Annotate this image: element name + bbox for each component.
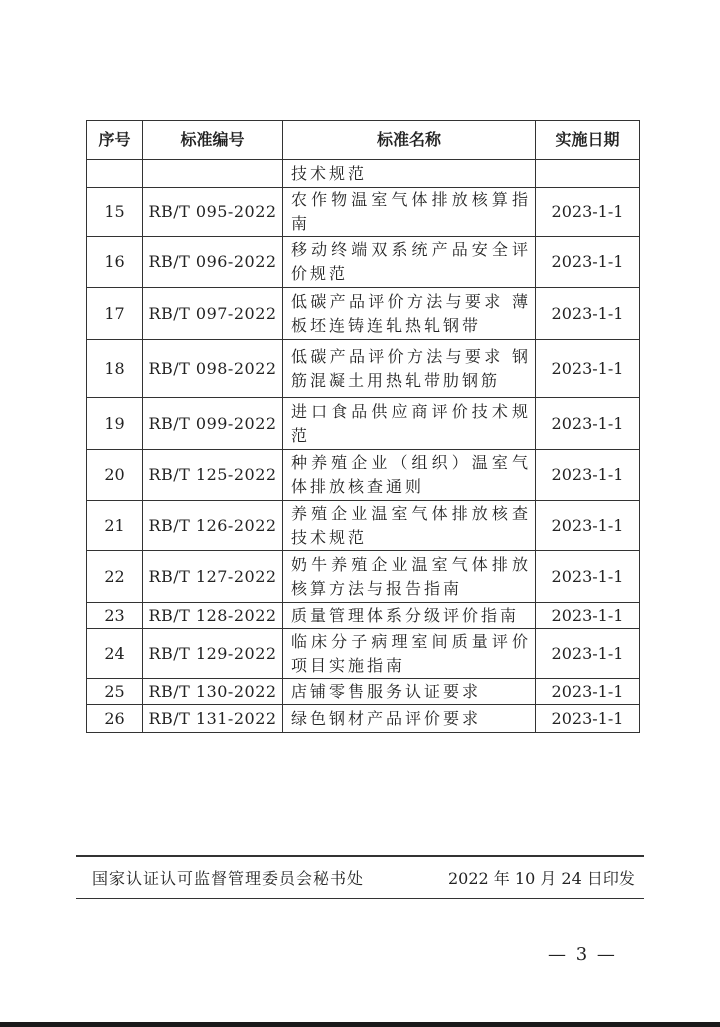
row-seq: 20 — [87, 450, 143, 501]
header-name: 标准名称 — [283, 121, 536, 160]
scan-edge — [0, 1022, 720, 1027]
row-date: 2023-1-1 — [536, 450, 640, 501]
row-date: 2023-1-1 — [536, 551, 640, 603]
row-seq: 17 — [87, 288, 143, 340]
table-row — [87, 450, 640, 501]
row-seq: 15 — [87, 188, 143, 237]
row-seq — [87, 160, 143, 188]
row-code: RB/T 130-2022 — [143, 679, 283, 705]
row-code: RB/T 131-2022 — [143, 705, 283, 733]
row-name: 移动终端双系统产品安全评价规范 — [283, 237, 536, 288]
row-seq: 26 — [87, 705, 143, 733]
standards-table — [86, 120, 640, 733]
table-row — [87, 288, 640, 340]
row-code: RB/T 125-2022 — [143, 450, 283, 501]
row-seq: 16 — [87, 237, 143, 288]
row-date — [536, 160, 640, 188]
row-name: 低碳产品评价方法与要求 钢筋混凝土用热轧带肋钢筋 — [283, 340, 536, 398]
table-row — [87, 603, 640, 629]
row-code: RB/T 127-2022 — [143, 551, 283, 603]
row-code — [143, 160, 283, 188]
row-code: RB/T 095-2022 — [143, 188, 283, 237]
row-name: 农作物温室气体排放核算指南 — [283, 188, 536, 237]
row-name: 养殖企业温室气体排放核查技术规范 — [283, 501, 536, 551]
table-row — [87, 705, 640, 733]
row-code: RB/T 099-2022 — [143, 398, 283, 450]
table-row — [87, 501, 640, 551]
header-seq: 序号 — [87, 121, 143, 160]
table-row — [87, 398, 640, 450]
row-date: 2023-1-1 — [536, 679, 640, 705]
row-code: RB/T 126-2022 — [143, 501, 283, 551]
issue-date-text: 2022 年 10 月 24 日印发 — [448, 869, 635, 888]
row-seq: 19 — [87, 398, 143, 450]
row-name: 店铺零售服务认证要求 — [283, 679, 536, 705]
table-header-row — [87, 121, 640, 160]
table-row — [87, 679, 640, 705]
row-name: 技术规范 — [283, 160, 536, 188]
issuer-text: 国家认证认可监督管理委员会秘书处 — [92, 869, 365, 888]
header-code: 标准编号 — [143, 121, 283, 160]
table-row — [87, 160, 640, 188]
row-name: 进口食品供应商评价技术规范 — [283, 398, 536, 450]
row-name: 种养殖企业（组织）温室气体排放核查通则 — [283, 450, 536, 501]
table-row — [87, 188, 640, 237]
row-name: 奶牛养殖企业温室气体排放核算方法与报告指南 — [283, 551, 536, 603]
row-seq: 23 — [87, 603, 143, 629]
table-row — [87, 551, 640, 603]
row-seq: 21 — [87, 501, 143, 551]
row-date: 2023-1-1 — [536, 603, 640, 629]
row-name: 低碳产品评价方法与要求 薄板坯连铸连轧热轧钢带 — [283, 288, 536, 340]
row-date: 2023-1-1 — [536, 629, 640, 679]
row-date: 2023-1-1 — [536, 188, 640, 237]
row-date: 2023-1-1 — [536, 501, 640, 551]
row-seq: 18 — [87, 340, 143, 398]
row-date: 2023-1-1 — [536, 237, 640, 288]
row-date: 2023-1-1 — [536, 288, 640, 340]
row-code: RB/T 096-2022 — [143, 237, 283, 288]
header-date: 实施日期 — [536, 121, 640, 160]
row-code: RB/T 098-2022 — [143, 340, 283, 398]
row-code: RB/T 097-2022 — [143, 288, 283, 340]
footer-divider-bottom — [76, 898, 644, 899]
row-date: 2023-1-1 — [536, 340, 640, 398]
row-date: 2023-1-1 — [536, 705, 640, 733]
row-seq: 24 — [87, 629, 143, 679]
table-row — [87, 340, 640, 398]
row-name: 质量管理体系分级评价指南 — [283, 603, 536, 629]
footer-divider-top — [76, 855, 644, 857]
table-row — [87, 237, 640, 288]
row-name: 临床分子病理室间质量评价项目实施指南 — [283, 629, 536, 679]
row-name: 绿色钢材产品评价要求 — [283, 705, 536, 733]
row-code: RB/T 128-2022 — [143, 603, 283, 629]
row-date: 2023-1-1 — [536, 398, 640, 450]
page-number: — 3 — — [548, 944, 617, 965]
row-seq: 25 — [87, 679, 143, 705]
row-seq: 22 — [87, 551, 143, 603]
row-code: RB/T 129-2022 — [143, 629, 283, 679]
table-row — [87, 629, 640, 679]
